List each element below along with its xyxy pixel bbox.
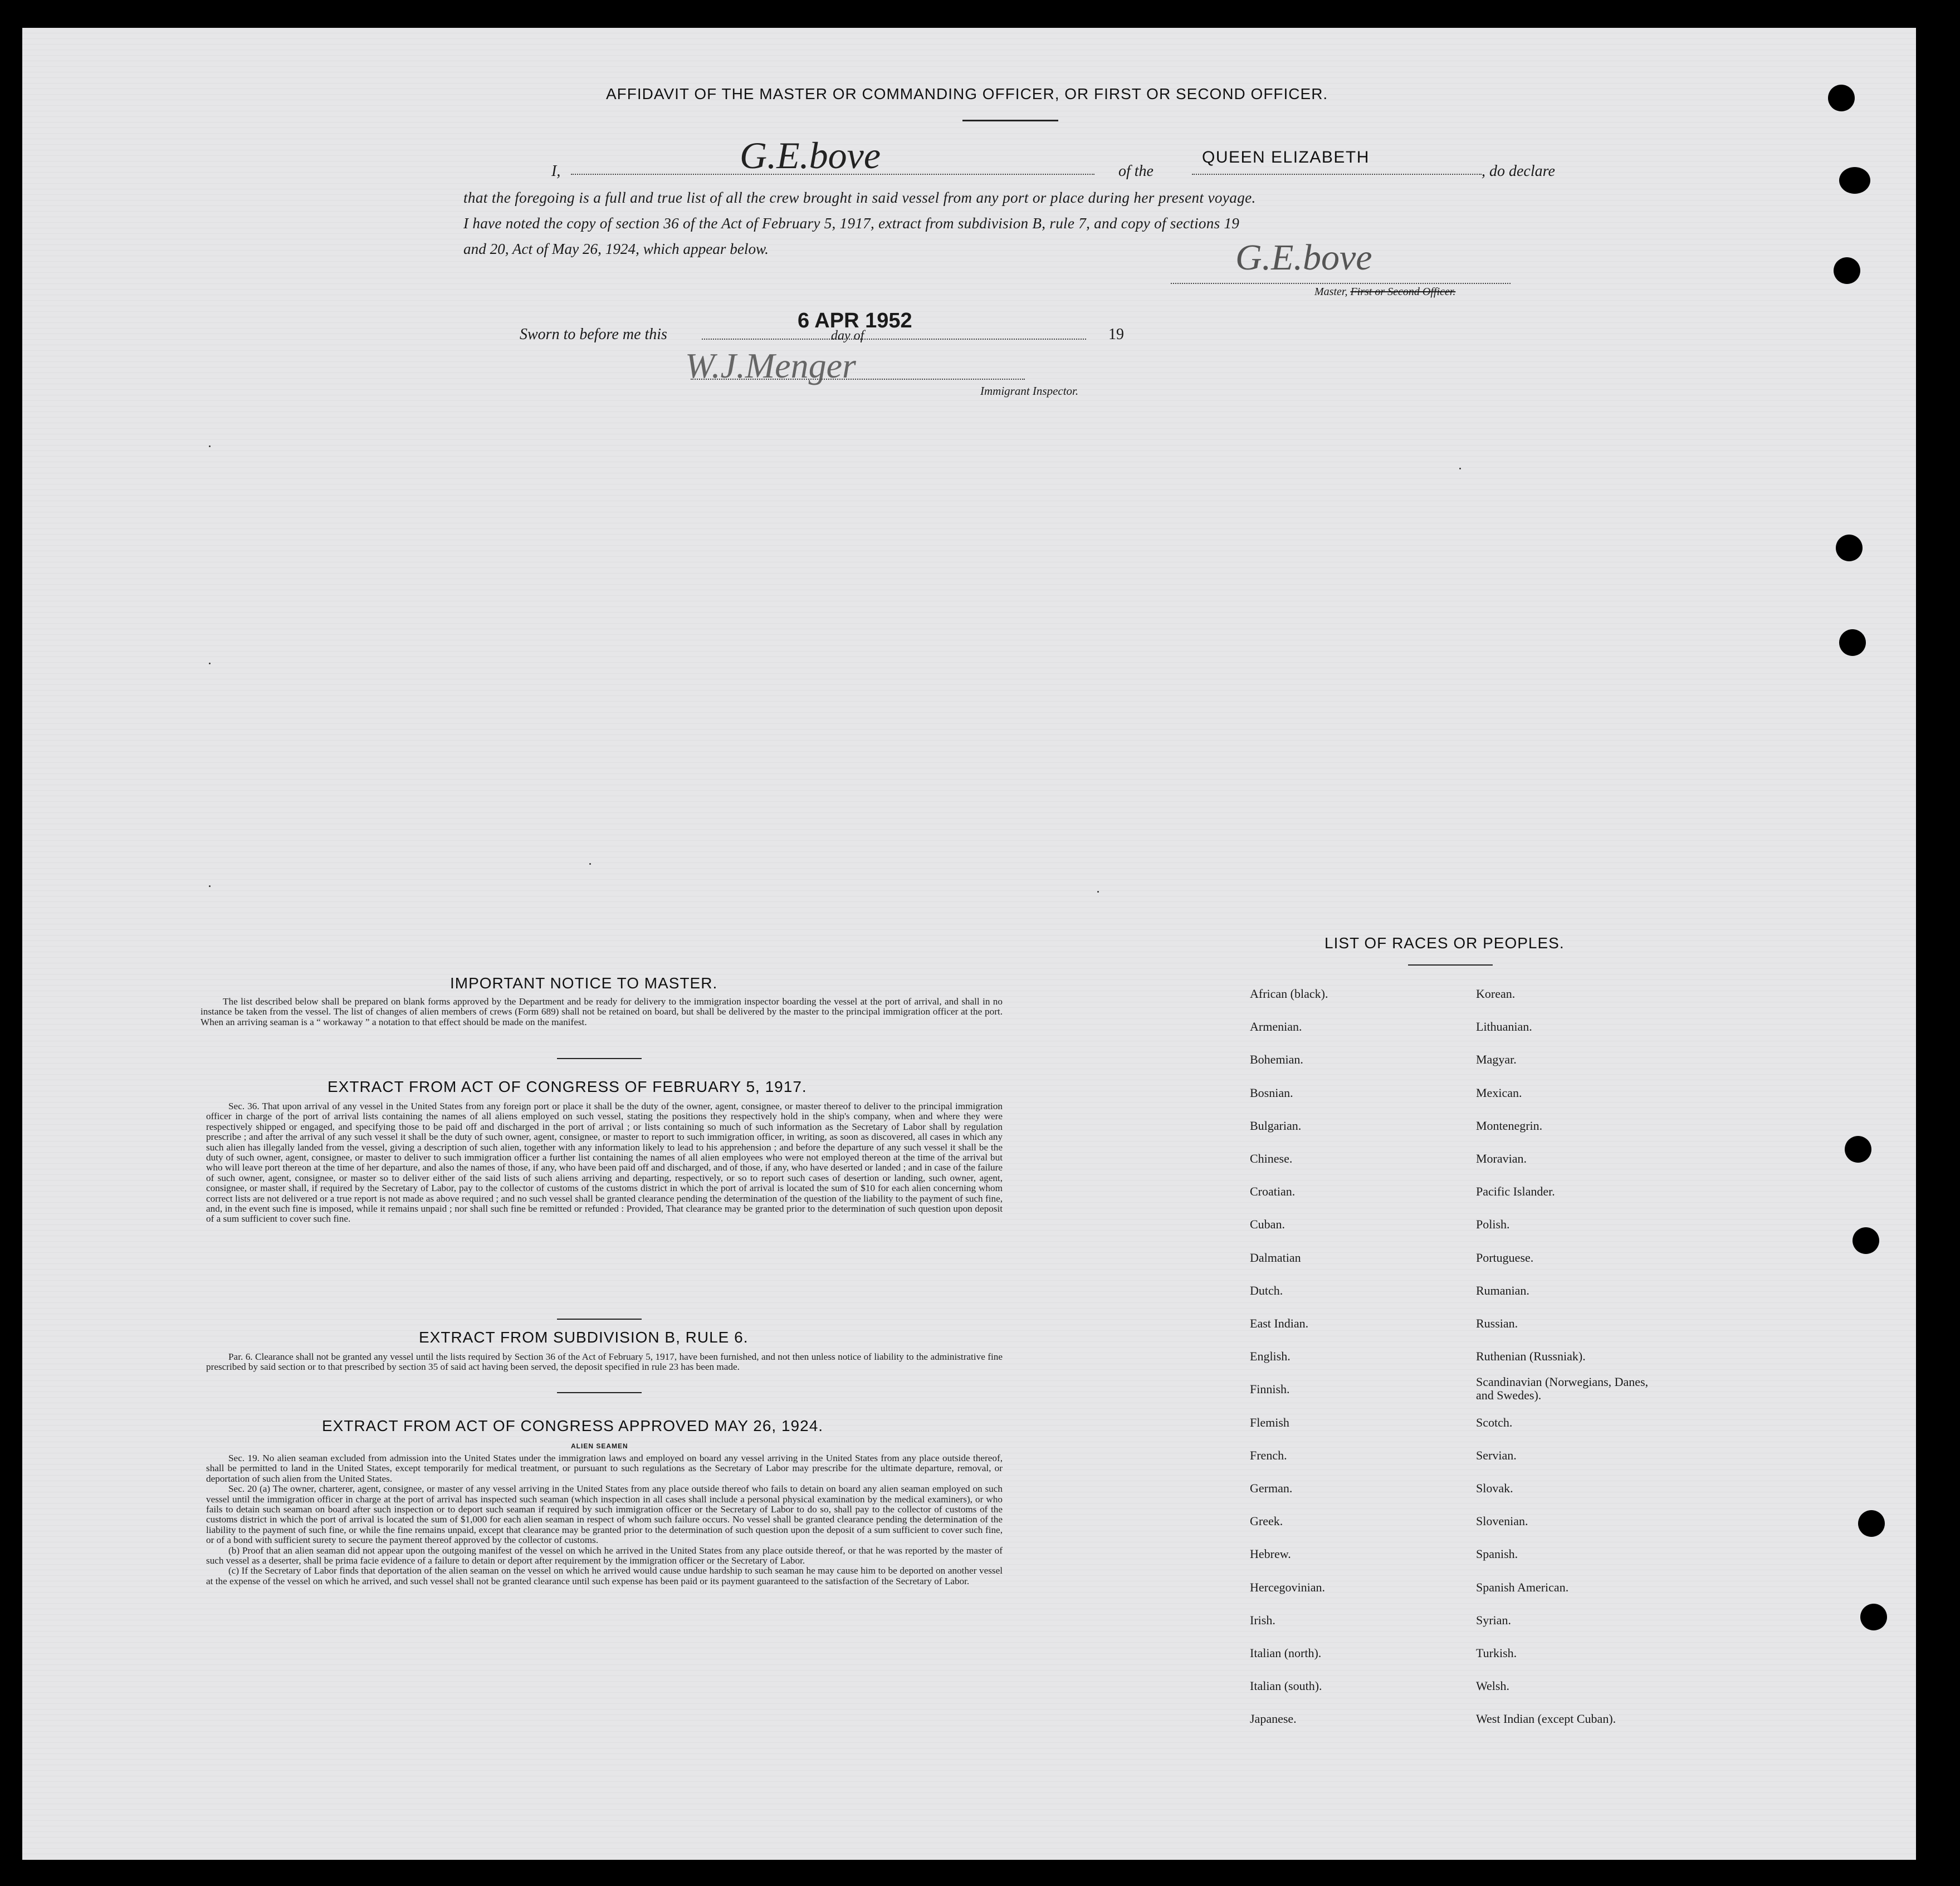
affidavit-body-line4: and 20, Act of May 26, 1924, which appear below. [463,241,769,257]
binder-hole [1845,1136,1871,1163]
race-item-left: Cuban. [1250,1217,1285,1232]
title-underline [962,120,1058,121]
race-item-right: Slovenian. [1476,1514,1528,1529]
extract-1917-title: EXTRACT FROM ACT OF CONGRESS OF FEBRUARY 5, 1917. [328,1078,807,1095]
binder-hole [1858,1510,1885,1537]
extract-1924-sec20a: Sec. 20 (a) The owner, charterer, agent, consignee, or master of any vessel arriving in the United States from any place outside thereof who fails to detain on board any alien seaman employed on such vessel until the immigration officer in charge at the port of arrival has inspected such seaman (which inspection in all cases shall include a personal physical examination by the medical examiners), or who fails to detain such seaman on board after such inspection or to deport such seaman if required by such immigration officer or the Secretary of Labor to do so, shall pay to the collector of customs of the customs district in which the port of arrival is located the sum of $1,000 for each alien seaman in respect of whom such failure occurs. No vessel shall be granted clearance pending the determination of the liability to the payment of such fine, or while the fine remains unpaid, except that clearance may be granted prior to the determination of such question upon the deposit of a sum sufficient to cover such fine, or of a bond with sufficient surety to secure the payment thereof approved by the collector of customs. [206,1483,1003,1546]
race-item-right: Spanish. [1476,1547,1518,1561]
extract-rule6-paragraph: Par. 6. Clearance shall not be granted any vessel until the lists required by Section 36 of the Act of February 5, 1917, have been furnished, and not then unless notice of liability to the administrative fine prescribed by said section or to that prescribed by section 35 of said act having been served, the deposit specified in rule 23 has been made. [206,1351,1003,1373]
extract-1924-sec20c: (c) If the Secretary of Labor finds that deportation of the alien seaman on the vessel on which he arrived would cause undue hardship to such seaman he may cause him to be deported on another vessel at the expense of the vessel on which he arrived, and such vessel shall not be granted clearance until such expense has been paid or its payment guaranteed to the satisfaction of the Secretary of Labor. [206,1565,1003,1586]
affidavit-body-line3: I have noted the copy of section 36 of the Act of February 5, 1917, extract from subdivision B, rule 7, and copy of sections 19 [463,215,1240,232]
affidavit-line1-prefix: I, [551,163,561,180]
race-item-right: Mexican. [1476,1085,1522,1100]
speck [1459,468,1461,469]
race-item-right: Scotch. [1476,1415,1513,1429]
document-page [22,28,1916,1860]
race-item-right: Korean. [1476,987,1516,1001]
race-item-right: Portuguese. [1476,1250,1534,1265]
binder-hole [1860,1604,1887,1630]
master-name-signature: G.E.bove [740,134,881,177]
race-item-left: Croatian. [1250,1184,1296,1199]
sworn-day-of: day of [831,329,864,343]
extract-rule6-text [206,1352,1003,1373]
race-item-left: Japanese. [1250,1712,1297,1726]
sworn-prefix: Sworn to before me this [520,326,667,343]
race-item-right: Slovak. [1476,1481,1513,1495]
race-item-left: Dalmatian [1250,1250,1301,1265]
speck [209,663,211,664]
extract-rule6-separator [557,1392,642,1393]
races-title: LIST OF RACES OR PEOPLES. [1324,934,1565,952]
race-item-left: Flemish [1250,1415,1289,1429]
binder-hole [1828,85,1855,111]
extract-1924-sec19: Sec. 19. No alien seaman excluded from admission into the United States under the immigration laws and employed on board any vessel arriving in the United States from any place outside thereof, shall be permitted to land in the United States, except temporarily for medical treatment, or pursuant to such regulations as the Secretary of Labor may prescribe for the ultimate departure, removal, or deportation of such alien from the United States. [206,1453,1003,1484]
speck [209,885,211,887]
race-item-right: Spanish American. [1476,1580,1569,1594]
extract-1924-text [206,1453,1003,1586]
affidavit-title: AFFIDAVIT OF THE MASTER OR COMMANDING OFFICER, OR FIRST OR SECOND OFFICER. [606,85,1328,102]
race-item-left: Irish. [1250,1613,1275,1627]
affidavit-of-the: of the [1118,163,1153,180]
race-item-right: Scandinavian (Norwegians, Danes, and Swedes). [1476,1375,1649,1403]
extract-rule6-title: EXTRACT FROM SUBDIVISION B, RULE 6. [419,1329,749,1346]
race-item-left: German. [1250,1481,1293,1495]
binder-hole [1834,257,1860,284]
extract-1917-text [206,1101,1003,1224]
notice-title: IMPORTANT NOTICE TO MASTER. [450,974,718,992]
race-item-left: Armenian. [1250,1020,1302,1034]
race-item-right: Lithuanian. [1476,1020,1532,1034]
extract-1924-title: EXTRACT FROM ACT OF CONGRESS APPROVED MAY 26, 1924. [322,1417,824,1434]
affidavit-declare: , do declare [1482,163,1555,180]
speck [589,863,591,865]
race-item-left: East Indian. [1250,1316,1309,1330]
notice-text [201,997,1003,1027]
race-item-left: Bulgarian. [1250,1118,1302,1133]
binder-hole [1853,1227,1879,1254]
master-signature-line [1171,283,1511,284]
race-item-left: Italian (north). [1250,1646,1322,1660]
race-item-right: Turkish. [1476,1646,1517,1660]
inspector-line [691,379,1025,380]
extract-1924-sec20b: (b) Proof that an alien seaman did not appear upon the outgoing manifest of the vessel on which he arrived in the United States from any place outside thereof, or that he was reported by the master of such vessel as a deserter, shall be prima facie evidence of a failure to detain or deport after requirement by the immigration officer or the Secretary of Labor. [206,1545,1003,1566]
notice-separator [557,1058,642,1059]
inspector-signature: W.J.Menger [685,346,856,385]
date-stamp: 6 APR 1952 [798,309,912,332]
race-item-right: Welsh. [1476,1679,1509,1693]
race-item-left: Hercegovinian. [1250,1580,1325,1594]
race-item-right: Moravian. [1476,1152,1527,1165]
speck [209,445,211,447]
race-item-left: French. [1250,1448,1287,1462]
race-item-right: Montenegrin. [1476,1118,1543,1133]
notice-paragraph: The list described below shall be prepared on blank forms approved by the Department and be ready for delivery to the immigration inspector boarding the vessel at the port of arrival, and shall in no instance be taken from the vessel. The list of changes of alien members of crews (Form 689) shall not be retained on board, but shall be delivered by the master to the principal immigration officer at the port. When an arriving seaman is a “ workaway ” a notation to that effect should be made on the manifest. [201,996,1003,1027]
race-item-right: Russian. [1476,1316,1518,1330]
race-item-right: Pacific Islander. [1476,1184,1555,1199]
affidavit-body-line2: that the foregoing is a full and true list of all the crew brought in said vessel from any port or place during her present voyage. [463,189,1256,206]
race-item-right: Ruthenian (Russniak). [1476,1349,1586,1364]
races-underline [1408,964,1493,966]
speck [1097,891,1099,893]
binder-hole [1836,535,1863,561]
race-item-left: Greek. [1250,1514,1283,1529]
sworn-year: 19 [1108,326,1124,343]
race-item-right: Syrian. [1476,1613,1511,1627]
binder-hole [1839,629,1866,656]
master-caption [1314,286,1455,298]
race-item-left: Italian (south). [1250,1679,1322,1693]
race-item-right: Servian. [1476,1448,1517,1462]
master-caption-officer: First or Second Officer. [1350,286,1456,298]
sworn-line [702,339,1086,340]
master-signature: G.E.bove [1235,237,1372,278]
race-item-left: Bosnian. [1250,1085,1293,1100]
binder-hole [1839,167,1870,194]
vessel-name: QUEEN ELIZABETH [1202,148,1370,166]
race-item-left: African (black). [1250,987,1328,1001]
extract-1917-separator [557,1319,642,1320]
race-item-left: Chinese. [1250,1152,1293,1165]
race-item-right: Rumanian. [1476,1283,1529,1297]
race-item-left: Hebrew. [1250,1547,1291,1561]
inspector-caption: Immigrant Inspector. [980,384,1079,398]
vessel-line [1192,174,1482,175]
race-item-left: English. [1250,1349,1291,1364]
extract-1924-subtitle: ALIEN SEAMEN [571,1442,628,1450]
extract-1917-paragraph: Sec. 36. That upon arrival of any vessel in the United States from any foreign port or place it shall be the duty of the owner, agent, consignee, or master thereof to deliver to the principal immigration officer in charge of the port of arrival lists containing the names of all aliens employed on such vessel, stating the positions they respectively hold in the ship's company, when and where they were respectively shipped or engaged, and specifying those to be paid off and discharged in the port of arrival ; or lists containing so much of such information as the Secretary of Labor shall by regulation prescribe ; and after the arrival of any such vessel it shall be the duty of such owner, agent, consignee, or master to report to such immigration officer, in writing, as soon as discovered, all cases in which any such alien has illegally landed from the vessel, giving a description of such alien, together with any information likely to lead to his apprehension ; and before the departure of any such vessel it shall be the duty of such owner, agent, consignee, or master to deliver to such immigration officer a further list containing the names of all alien employees who were not employed thereon at the time of the arrival but who will leave port thereon at the time of her departure, and also the names of those, if any, who have been paid off and discharged, and of those, if any, who have deserted or landed ; and in case of the failure of such owner, agent, consignee, or master so to deliver either of the said lists of such aliens arriving and departing, respectively, or so to report such cases of desertion or landing, such owner, agent, consignee, or master shall, if required by the Secretary of Labor, pay to the collector of customs of the customs district in which the port of arrival is located the sum of $10 for each alien concerning whom correct lists are not delivered or a true report is not made as above required ; and no such vessel shall be granted clearance pending the determination of the question of the liability to the payment of such fine, and, in the event such fine is imposed, while it remains unpaid ; nor shall such fine be remitted or refunded : Provided, That clearance may be granted prior to the determination of such question upon deposit of a sum sufficient to cover such fine. [206,1101,1003,1224]
race-item-left: Bohemian. [1250,1052,1303,1067]
race-item-right: West Indian (except Cuban). [1476,1712,1616,1726]
race-item-left: Finnish. [1250,1382,1290,1397]
master-caption-master: Master, [1314,286,1348,298]
race-item-right: Polish. [1476,1217,1510,1232]
race-item-right: Magyar. [1476,1052,1517,1067]
race-item-left: Dutch. [1250,1283,1283,1297]
